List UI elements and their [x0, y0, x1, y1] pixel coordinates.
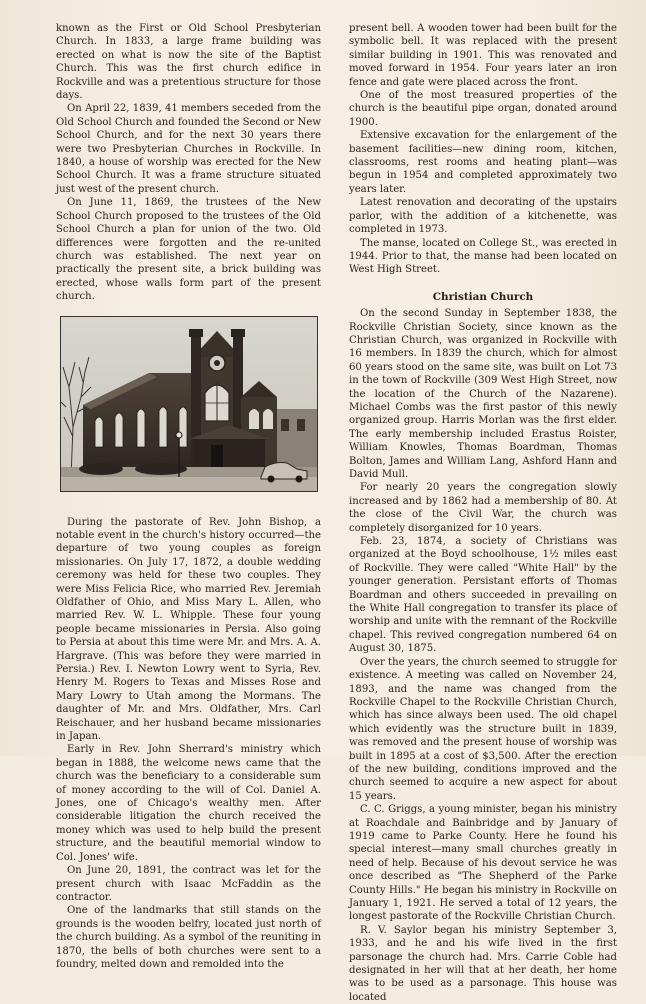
- paragraph: Early in Rev. John Sherrard's ministry which began in 1888, the welcome news came that the church was the beneficiary to a considerable sum of money according to the will of Col. Daniel A. Jones, one of Chicago's wealthy men. After considerable litigation the church received the money which was used to help build the present structure, and the beautiful memorial window to Col. Jones' wife.: [56, 744, 321, 863]
- paragraph: R. V. Saylor began his ministry September 3, 1933, and he and his wife lived in the first parsonage the church had. Mrs. Carrie Coble had designated in her will that at her death, her home was to be used as a parsonage. This house was located: [349, 924, 617, 1003]
- paragraph: For nearly 20 years the congregation slowly increased and by 1862 had a membership of 80. At the close of the Civil War, the church was completely disorganized for 10 years.: [349, 482, 617, 534]
- paragraph: On June 11, 1869, the trustees of the New School Church proposed to the trustees of the Old School Church a plan for union of the two. Old differences were forgotten and the re-united church was established. The next year on practically the present site, a brick building was erected, whose walls form part of the present church.: [56, 197, 321, 303]
- paragraph: The manse, located on College St., was erected in 1944. Prior to that, the manse had been located on West High Street.: [349, 237, 617, 276]
- paragraph: On the second Sunday in September 1838, the Rockville Christian Society, since known as the Christian Church, was organized in Rockville with 16 members. In 1839 the church, which for almost 60 years stood on the same site, was built on Lot 73 in the town of Rockville (309 West High Street, now the location of the Church of the Nazarene). Michael Combs was the first pastor of this newly organized group. Harris Morlan was the first elder. The early membership included Erastus Roister, William Knowles, Thomas Boardman, Thomas Bolton, James and William Lang, Ashford Hann and David Mull.: [349, 308, 617, 480]
- paragraph: known as the First or Old School Presbyterian Church. In 1833, a large frame building was erected on what is now the site of the Baptist Church. This was the first church edifice in Rockville and was a pretentious structure for those days.: [56, 23, 321, 102]
- paragraph: On June 20, 1891, the contract was let for the present church with Isaac McFaddin as the contractor.: [56, 865, 321, 903]
- paragraph: Over the years, the church seemed to struggle for existence. A meeting was called on November 24, 1893, and the name was changed from the Rockville Chapel to the Rockville Christian Church, which has since always been used. The old chapel which evidently was the structure built in 1839, was removed and the present house of worship was built in 1895 at a cost of $3,500. After the erection of the new building, conditions improved and the church seemed to acquire a new aspect for about 15 years.: [349, 656, 617, 802]
- section-heading: Christian Church: [432, 290, 534, 303]
- paragraph: Latest renovation and decorating of the upstairs parlor, with the addition of a kitchenette, was completed in 1973.: [349, 197, 617, 236]
- right-column: [349, 22, 617, 1004]
- paragraph: present bell. A wooden tower had been built for the symbolic bell. It was replaced with the present similar building in 1901. This was renovated and moved forward in 1954. Four years later an iron fence and gate were placed across the front.: [349, 23, 617, 88]
- paragraph: Feb. 23, 1874, a society of Christians was organized at the Boyd schoolhouse, 1½ miles east of Rockville. They were called "White Hall" by the younger generation. Persistant efforts of Thomas Boardman and others succeeded in prevailing on the White Hall congregation to transfer its place of worship and unite with the remnant of the Rockville chapel. This revived congregation numbered 64 on August 30, 1875.: [349, 536, 617, 655]
- left-column: [56, 22, 321, 971]
- paragraph: One of the landmarks that still stands on the grounds is the wooden belfry, located just north of the church building. As a symbol of the reuniting in 1870, the bells of both churches were sent to a foundry, melted down and remolded into the: [56, 905, 321, 970]
- paragraph: On April 22, 1839, 41 members seceded from the Old School Church and founded the Second or New School Church, and for the next 30 years there were two Presbyterian Churches in Rockville. In 1840, a house of worship was erected for the New School Church. It was a frame structure situated just west of the present church.: [56, 103, 321, 195]
- paragraph: During the pastorate of Rev. John Bishop, a notable event in the church's history occurred—the departure of two young couples as foreign missionaries. On July 17, 1872, a double wedding ceremony was held for these two couples. They were Miss Felicia Rice, who married Rev. Jeremiah Oldfather of Ohio, and Miss Mary L. Allen, who married Rev. W. L. Whipple. These four young people became missionaries in Persia. Also going to Persia at about this time were Mr. and Mrs. A. A. Hargrave. (This was before they were married in Persia.) Rev. I. Newton Lowry went to Syria, Rev. Henry M. Rogers to Texas and Misses Rose and Mary Lowry to Utah among the Mormans. The daughter of Mr. and Mrs. Oldfather, Mrs. Carl Reischauer, and her husband became missionaries in Japan.: [56, 516, 321, 743]
- paragraph: C. C. Griggs, a young minister, began his ministry at Roachdale and Bainbridge and by January of 1919 came to Parke County. Here he found his special interest—many small churches greatly in need of help. Because of his devout service he was once described as "The Shepherd of the Parke County Hills." He began his ministry in Rockville on January 1, 1921. He served a total of 12 years, the longest pastorate of the Rockville Christian Church.: [349, 804, 617, 923]
- church-photograph: [60, 316, 318, 492]
- paragraph: One of the most treasured properties of the church is the beautiful pipe organ, donated around 1900.: [349, 90, 617, 128]
- paragraph: Extensive excavation for the enlargement of the basement facilities—new dining room, kitchen, classrooms, rest rooms and heating plant—was begun in 1954 and completed approximately two years later.: [349, 130, 617, 195]
